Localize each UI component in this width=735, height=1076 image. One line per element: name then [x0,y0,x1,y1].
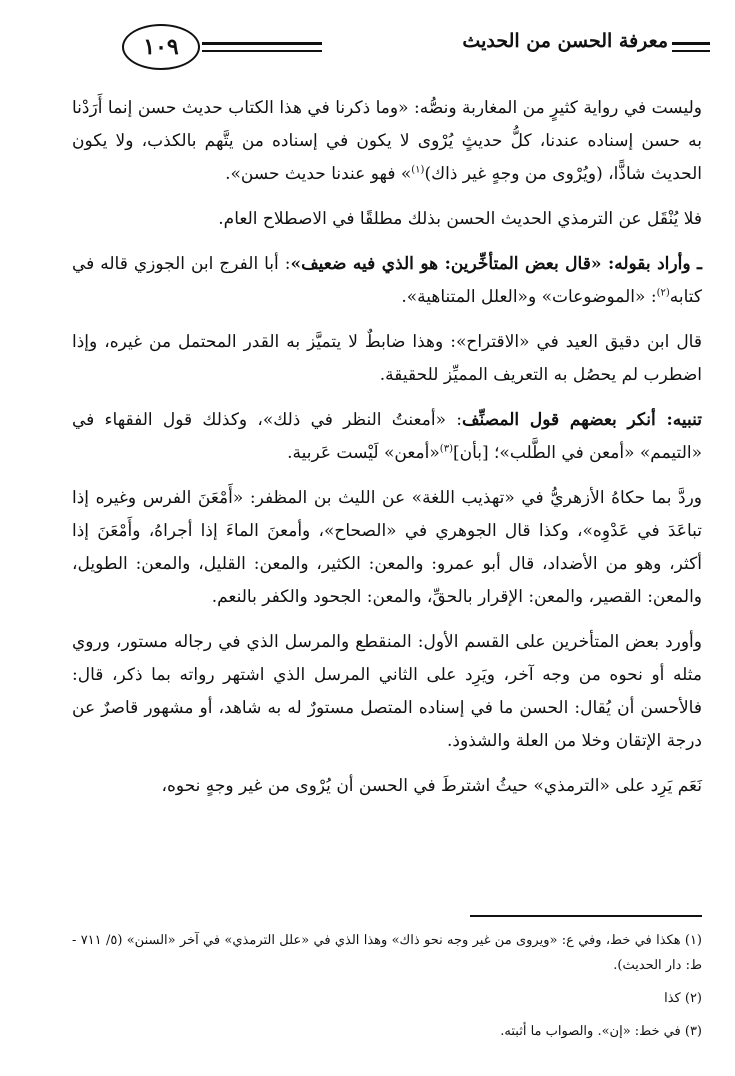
paragraph-3-text: : أبا الفرج ابن الجوزي قاله في كتابه [72,254,702,307]
paragraph-1-text: وليست في رواية كثيرٍ من المغاربة ونصُّه: «وما ذكرنا في هذا الكتاب حديث حسن إنما أَرَدْنا به حسن إسناده عندنا، كلُّ حديثٍ يُرْوى لا يكون في إسناده من يتَّهم بالكذب، ولا يكون الحديث شاذًّا، (ويُرْوى من وجهٍ غير ذاك) [72,98,702,184]
paragraph-6: وردَّ بما حكاهُ الأزهريُّ في «تهذيب اللغة» عن الليث بن المظفر: «أَمْعَنَ الفرس وغيره إذا تباعَدَ في عَدْوِه»، وكذا قال الجوهري في «الصحاح»، وأمعنَ الماءَ إذا أجراهُ، وأَمْعَنَ إذا أكثر، وهو من الأضداد، قال أبو عمرو: والمعن: الكثير، والمعن: القليل، والمعن: الطويل، والمعن: القصير، والمعن: الإقرار بالحقِّ، والمعن: الجحود والكفر بالنعم. [72,488,702,607]
footnote-ref-2: (٢) [656,287,670,299]
paragraph-5-text: : «أمعنتُ النظر في ذلك»، وكذلك قول الفقهاء في «التيمم» «أمعن في الطَّلب»؛ [بأن] [72,410,702,463]
footnote-2: (٢) كذا [664,991,702,1006]
footnote-ref-1: (١) [411,164,425,176]
paragraph-3-heading: ـ وأراد بقوله: «قال بعض المتأخِّرين: هو الذي فيه ضعيف» [290,254,702,274]
page-number: ١٠٩ [122,24,200,70]
paragraph-5-heading: تنبيه: أنكر بعضهم قول المصنِّف [461,410,703,430]
footnote-divider [470,915,702,917]
paragraph-5 [72,404,702,470]
footnote-3: (٣) في خط: «إن». والصواب ما أثبته. [500,1024,702,1039]
header-rule-right-lower [672,50,710,52]
paragraph-3 [72,248,702,314]
paragraph-8: نَعَم يَرِد على «الترمذي» حيثُ اشترطَ في الحسن أن يُرْوى من غير وجهٍ نحوه، [161,776,702,796]
header-rule-left [202,42,322,45]
footnote-1: (١) هكذا في خط، وفي ع: «ويروى من غير وجه نحو ذاك» وهذا الذي في «علل الترمذي» في آخر «السنن» (٥/ ٧١١ - ط: دار الحديث). [72,933,702,973]
paragraph-3-end: : «الموضوعات» و«العلل المتناهية». [401,287,657,307]
paragraph-4: قال ابن دقيق العيد في «الاقتراح»: وهذا ضابطٌ لا يتميَّز به القدر المحتمل من غيره، وإذا اضطرب لم يحصُل به التعريف المميِّز للحقيقة. [72,332,702,385]
footnote-ref-3: (٣) [439,443,453,455]
paragraph-1 [72,92,702,191]
paragraph-7: وأورد بعض المتأخرين على القسم الأول: المنقطع والمرسل الذي في رجاله مستور، وروي مثله أو نحوه من وجه آخر، ويَرِد على الثاني المرسل الذي اشتهر رواته بما ذكر، قال: فالأحسن أن يُقال: الحسن ما في إسناده المتصل مستورٌ له به شاهد، أو مشهور قاصرٌ عن درجة الإتقان وخلا من العلة والشذوذ. [72,632,702,751]
paragraph-2: فلا يُنْقَل عن الترمذي الحديث الحسن بذلك مطلقًا في الاصطلاح العام. [218,209,702,229]
header-rule-right [672,42,710,45]
footnotes [72,928,702,1052]
header-rule-left-lower [202,50,322,52]
page-header [112,22,712,78]
paragraph-5-end: «أمعن» لَيْست عَربية. [287,443,440,463]
running-title: معرفة الحسن من الحديث [462,30,668,52]
paragraph-1-end: » فهو عندنا حديث حسن». [225,164,412,184]
main-text [72,92,702,815]
